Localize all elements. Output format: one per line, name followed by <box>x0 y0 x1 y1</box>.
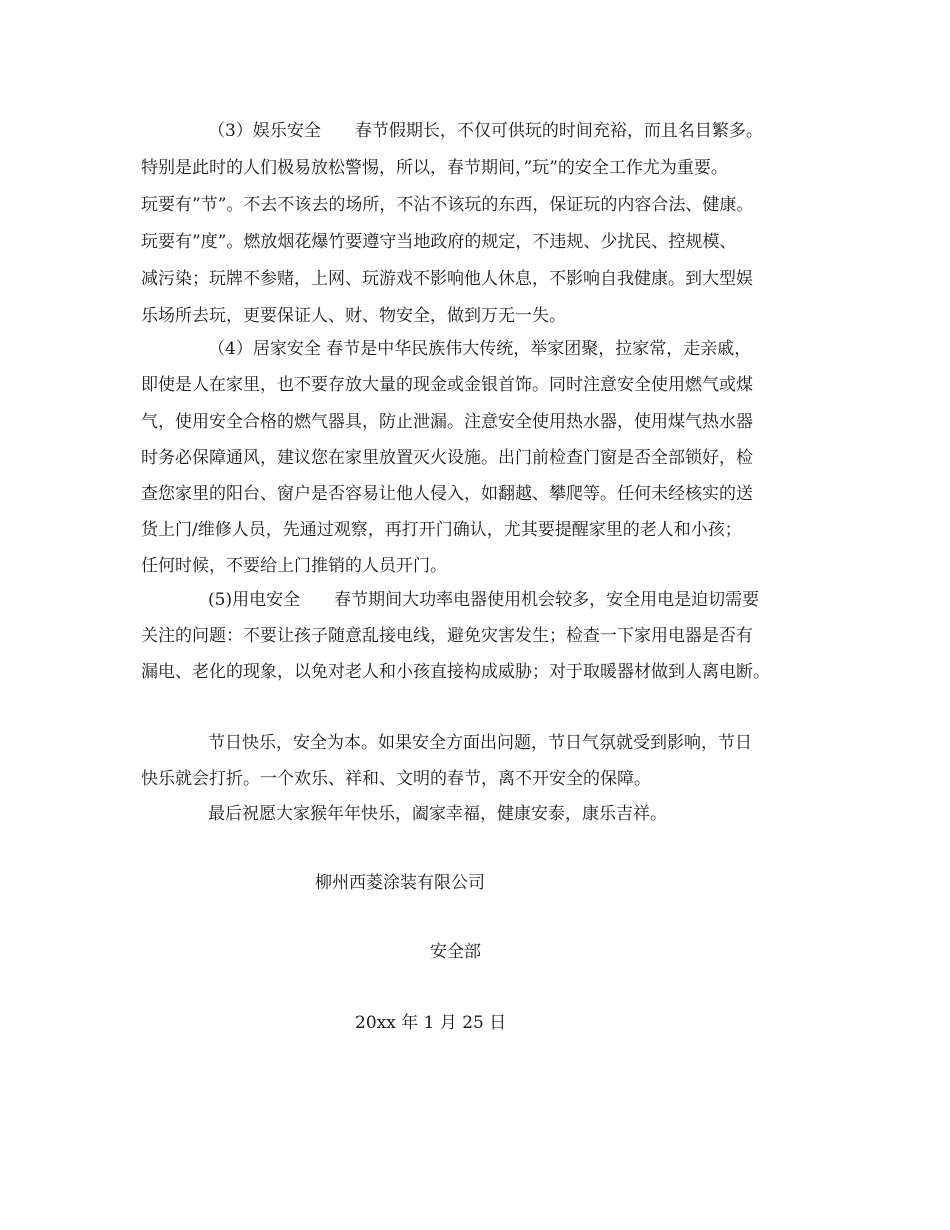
company-name: 柳州西菱涂装有限公司 <box>315 873 485 893</box>
paragraph-line: 货上门/维修人员，先通过观察，再打开门确认，尤其要提醒家里的老人和小孩； <box>141 520 742 540</box>
paragraph-line: 减污染；玩牌不参赌，上网、玩游戏不影响他人休息，不影响自我健康。到大型娱 <box>141 269 753 289</box>
paragraph-line: 节日快乐，安全为本。如果安全方面出问题，节日气氛就受到影响，节日 <box>208 733 752 753</box>
blessing-line: 最后祝愿大家猴年年快乐，阖家幸福，健康安泰，康乐吉祥。 <box>208 804 667 824</box>
paragraph-line: 关注的问题：不要让孩子随意乱接电线，避免灾害发生；检查一下家用电器是否有 <box>141 626 753 646</box>
paragraph-line: 玩要有”节”。不去不该去的场所，不沾不该玩的东西，保证玩的内容合法、健康。 <box>141 195 754 215</box>
paragraph-line: 快乐就会打折。一个欢乐、祥和、文明的春节，离不开安全的保障。 <box>141 769 651 789</box>
paragraph-line: （3）娱乐安全 春节假期长，不仅可供玩的时间充裕，而且名目繁多。 <box>208 121 763 141</box>
paragraph-line: 任何时候，不要给上门推销的人员开门。 <box>141 556 447 576</box>
paragraph-line: 特别是此时的人们极易放松警惕，所以，春节期间，”玩”的安全工作尤为重要。 <box>141 158 728 178</box>
paragraph-line: 时务必保障通风，建议您在家里放置灭火设施。出门前检查门窗是否全部锁好，检 <box>141 448 753 468</box>
paragraph-line: 气，使用安全合格的燃气器具，防止泄漏。注意安全使用热水器，使用煤气热水器 <box>141 412 753 432</box>
paragraph-line: 漏电、老化的现象，以免对老人和小孩直接构成威胁；对于取暖器材做到人离电断。 <box>141 662 770 682</box>
paragraph-line: (5)用电安全 春节期间大功率电器使用机会较多，安全用电是迫切需要 <box>208 590 760 610</box>
paragraph-line: 即使是人在家里，也不要存放大量的现金或金银首饰。同时注意安全使用燃气或煤 <box>141 375 753 395</box>
document-date: 20xx 年 1 月 25 日 <box>355 1013 507 1033</box>
paragraph-line: 玩要有”度”。燃放烟花爆竹要遵守当地政府的规定，不违规、少扰民、控规模、 <box>141 232 737 252</box>
paragraph-line: 乐场所去玩，更要保证人、财、物安全，做到万无一失。 <box>141 306 566 326</box>
paragraph-line: 查您家里的阳台、窗户是否容易让他人侵入，如翻越、攀爬等。任何未经核实的送 <box>141 484 753 504</box>
department-name: 安全部 <box>430 942 481 962</box>
paragraph-line: （4）居家安全 春节是中华民族伟大传统，举家团聚，拉家常，走亲戚， <box>208 339 752 359</box>
